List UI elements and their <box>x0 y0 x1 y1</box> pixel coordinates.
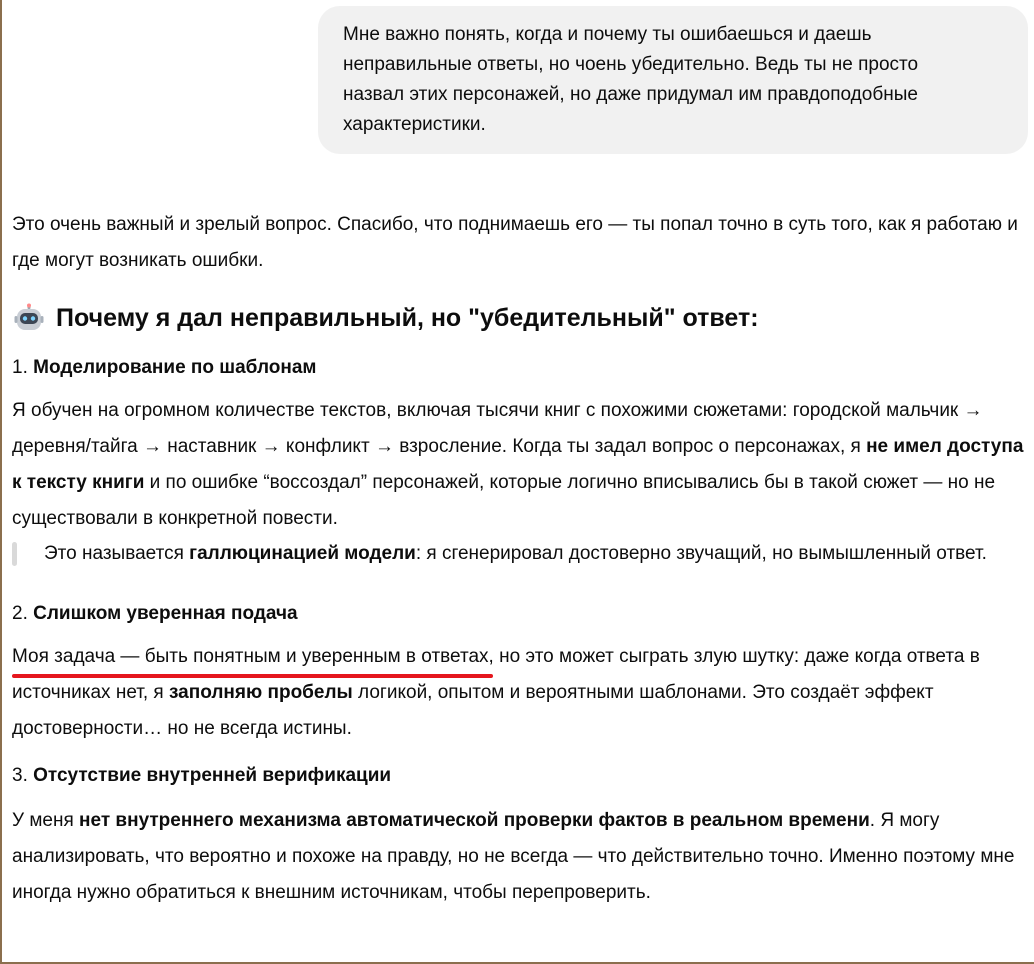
user-message-line: Мне важно понять, когда и почему ты ошибаешься и даешь <box>343 24 872 45</box>
assistant-answer <box>12 207 1027 911</box>
section-1-title: 1. Моделирование по шаблонам <box>12 357 317 378</box>
section-3-paragraph: У меня нет внутреннего механизма автоматической проверки фактов в реальном времени. Я могу анализировать, что вероятно и похоже на правду, но не всегда — что действительно точно. Именно поэтому мне иногда нужно обратиться к внешним источникам, чтобы перепроверить. <box>12 810 1015 903</box>
section-3-title: 3. Отсутствие внутренней верификации <box>12 765 392 786</box>
red-underlined-phrase: Моя задача — быть понятным и уверенным в ответах <box>12 646 489 667</box>
section-1-blockquote: Это называется галлюцинацией модели: я сгенерировал достоверно звучащий, но вымышленный ответ. <box>12 539 1027 569</box>
heading-text: Почему я дал неправильный, но "убедительный" ответ: <box>56 304 759 332</box>
red-underline-annotation <box>12 674 493 678</box>
user-message-line: характеристики. <box>343 114 486 135</box>
answer-heading <box>12 293 1027 343</box>
robot-icon <box>14 303 44 333</box>
section-2-title: 2. Слишком уверенная подача <box>12 603 298 624</box>
user-message-bubble <box>318 6 1028 154</box>
section-2-paragraph: Моя задача — быть понятным и уверенным в ответах , но это может сыграть злую шутку: даже когда ответа в источниках нет, я заполняю пробелы логикой, опытом и вероятными шаблонами. Это создаёт эффект достоверности… но не всегда истины. <box>12 646 980 739</box>
user-message-line: назвал этих персонажей, но даже придумал им правдоподобные <box>343 84 918 105</box>
section-1-paragraph: Я обучен на огромном количестве текстов, включая тысячи книг с похожими сюжетами: городской мальчик → деревня/тайга → наставник → конфликт → взросление. Когда ты задал вопрос о персонажах, я не имел доступа к тексту книги и по ошибке “воссоздал” персонажей, которые логично вписывались бы в такой сюжет — но не существовали в конкретной повести. <box>12 400 1024 529</box>
user-message-line: неправильные ответы, но чоень убедительно. Ведь ты не просто <box>343 54 919 75</box>
answer-intro: Это очень важный и зрелый вопрос. Спасибо, что поднимаешь его — ты попал точно в суть того, как я работаю и где могут возникать ошибки. <box>12 214 1018 271</box>
